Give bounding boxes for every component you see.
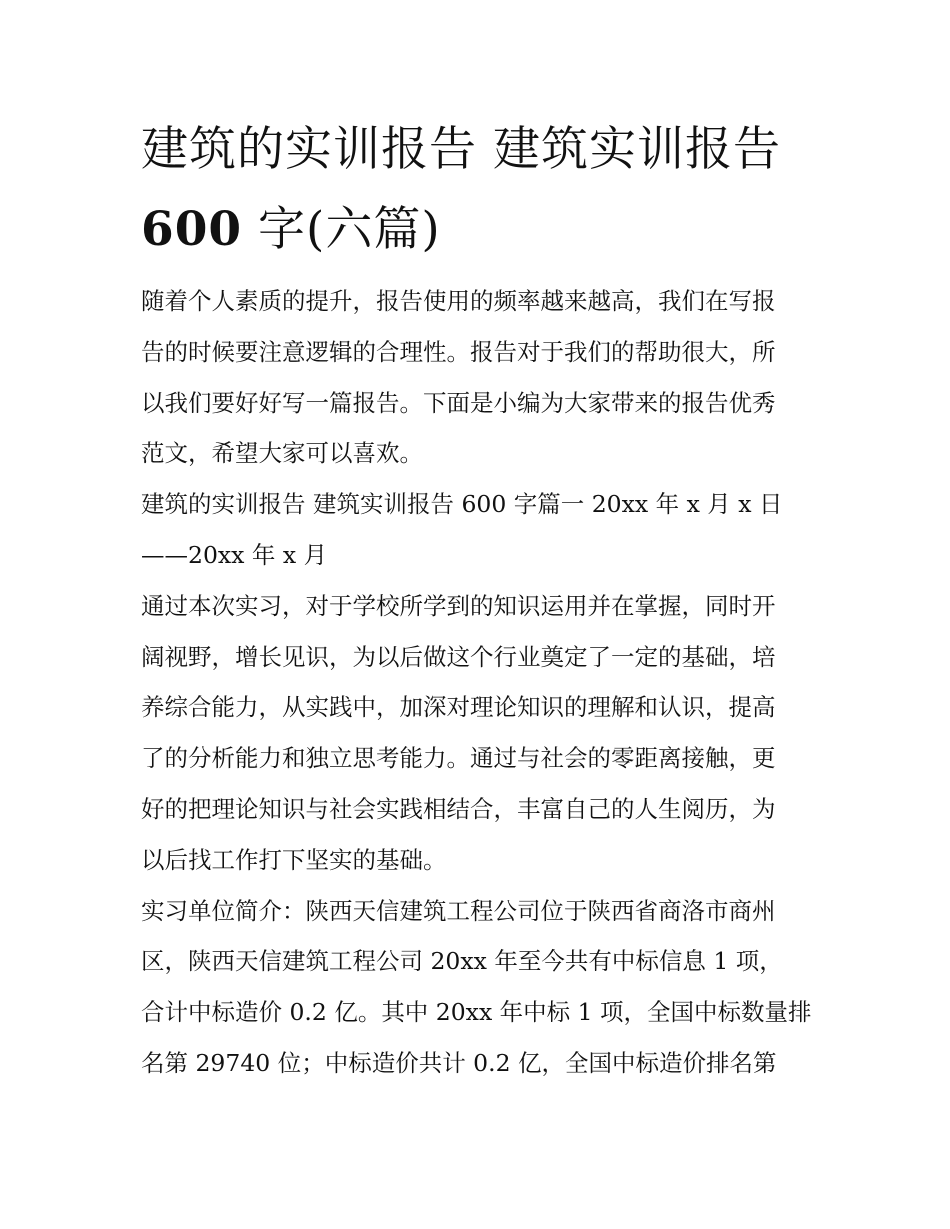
title-line-2 [141,190,821,270]
text-line: 区，陕西天信建筑工程公司 20xx 年至今共有中标信息 1 项， [141,947,783,976]
title-suffix: 字(六篇) [242,202,441,257]
text-line: 以我们要好好写一篇报告。下面是小编为大家带来的报告优秀 [141,388,776,417]
text-line: 告的时候要注意逻辑的合理性。报告对于我们的帮助很大，所 [141,337,776,366]
section-heading: 建筑的实训报告 建筑实训报告 600 字篇一 20xx 年 x 月 x 日 [141,490,783,519]
text-line: 好的把理论知识与社会实践相结合，丰富自己的人生阅历，为 [141,794,776,823]
text-line: 阔视野，增长见识，为以后做这个行业奠定了一定的基础，培 [141,642,776,671]
text-line: 通过本次实习，对于学校所学到的知识运用并在掌握，同时开 [141,591,776,620]
text-line: 了的分析能力和独立思考能力。通过与社会的零距离接触，更 [141,744,776,773]
title-word-count: 600 [141,202,243,257]
document-title [141,110,821,270]
text-line: 范文，希望大家可以喜欢。 [141,439,423,468]
text-line: 养综合能力，从实践中，加深对理论知识的理解和认识，提高 [141,693,776,722]
text-line: 实习单位简介：陕西天信建筑工程公司位于陕西省商洛市商州 [141,896,776,925]
document-body [141,276,821,1089]
text-line: 合计中标造价 0.2 亿。其中 20xx 年中标 1 项，全国中标数量排 [141,998,812,1027]
text-line: 随着个人素质的提升，报告使用的频率越来越高，我们在写报 [141,287,776,315]
title-line-1: 建筑的实训报告 建筑实训报告 [141,122,781,177]
date-range-line: ——20xx 年 x 月 [141,540,328,569]
text-line: 名第 29740 位；中标造价共计 0.2 亿，全国中标造价排名第 [141,1048,777,1077]
text-line: 以后找工作打下坚实的基础。 [141,845,447,874]
